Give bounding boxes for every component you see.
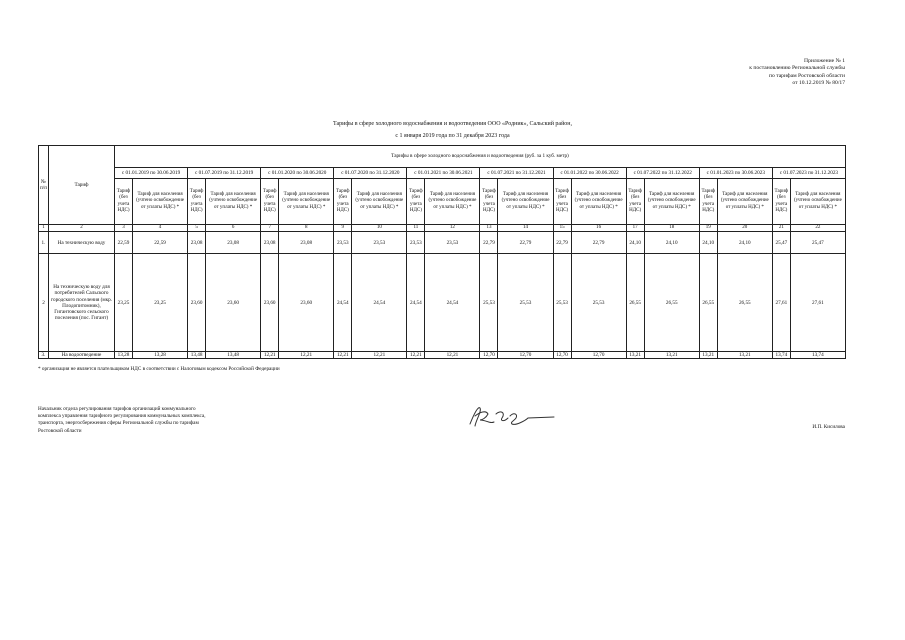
tariff-value: 13,48 [188, 352, 206, 359]
tariff-value: 24,10 [717, 232, 772, 254]
signer-line: Начальник отдела регулирования тарифов организаций коммунального [38, 406, 196, 412]
column-number: 5 [188, 225, 206, 232]
column-number: 21 [772, 225, 790, 232]
period-header: с 01.07.2023 по 31.12.2023 [772, 168, 845, 179]
tariff-value: 12,21 [334, 352, 352, 359]
tariff-value: 23,25 [133, 254, 188, 352]
tariff-value: 26,55 [644, 254, 699, 352]
tariff-value: 13,74 [772, 352, 790, 359]
period-header: с 01.07.2019 по 31.12.2019 [188, 168, 261, 179]
column-number: 4 [133, 225, 188, 232]
column-number: 15 [553, 225, 571, 232]
document-title [0, 118, 905, 142]
sub-header-tariff: Тариф (без учета НДС) [553, 179, 571, 225]
footnote: * организация не является плательщиком НДС в соответствии с Налоговым кодексом Российской Федерации [38, 366, 280, 372]
row-tariff-name: На техническую воду [49, 232, 115, 254]
title-line-1: Тарифы в сфере холодного водоснабжения и водоотведения ООО «Родник», Сальский район, [333, 121, 572, 127]
column-number: 16 [571, 225, 626, 232]
tariff-value: 13,48 [206, 352, 261, 359]
tariff-value: 26,55 [717, 254, 772, 352]
tariff-value: 24,54 [334, 254, 352, 352]
tariff-value: 12,21 [352, 352, 407, 359]
period-header: с 01.01.2023 по 30.06.2023 [699, 168, 772, 179]
tariff-value: 13,74 [790, 352, 845, 359]
tariff-value: 23,53 [352, 232, 407, 254]
appendix-line: от 10.12.2019 № 80/17 [792, 80, 845, 87]
signer-line: транспорта, энергосбережения сферы Региональной службы по тарифам [38, 420, 199, 427]
column-number: 11 [407, 225, 425, 232]
row-tariff-name: На техническую воду для потребителей Сальского городского поселения (мкр. Плодопитомник), Гигантовского сельского поселения (пос. Гигант) [49, 254, 115, 352]
tariff-value: 25,53 [480, 254, 498, 352]
tariff-value: 24,10 [644, 232, 699, 254]
header-row-group [39, 146, 846, 168]
tariff-value: 23,53 [425, 232, 480, 254]
column-number: 10 [352, 225, 407, 232]
period-header: с 01.01.2021 по 30.06.2021 [407, 168, 480, 179]
sub-header-population: Тариф для населения (учтено освобождение от уплаты НДС) * [790, 179, 845, 225]
column-number: 3 [115, 225, 133, 232]
sub-header-tariff: Тариф (без учета НДС) [699, 179, 717, 225]
tariff-value: 12,21 [407, 352, 425, 359]
column-number: 2 [49, 225, 115, 232]
tariff-value: 23,60 [188, 254, 206, 352]
period-header: с 01.07.2020 по 31.12.2020 [334, 168, 407, 179]
tariff-value: 27,61 [790, 254, 845, 352]
sub-header-tariff: Тариф (без учета НДС) [334, 179, 352, 225]
header-row-sub [39, 179, 846, 225]
tariff-value: 12,21 [425, 352, 480, 359]
tariff-value: 23,08 [279, 232, 334, 254]
tariff-value: 12,21 [279, 352, 334, 359]
sub-header-tariff: Тариф (без учета НДС) [626, 179, 644, 225]
tariff-value: 13,21 [644, 352, 699, 359]
signer-line: комплекса управления тарифного регулирования коммунальных комплекса, [38, 413, 206, 420]
sub-header-population: Тариф для населения (учтено освобождение от уплаты НДС) * [133, 179, 188, 225]
period-header: с 01.07.2021 по 31.12.2021 [480, 168, 553, 179]
handwritten-signature [466, 402, 556, 430]
tariff-value: 23,08 [188, 232, 206, 254]
sub-header-tariff: Тариф (без учета НДС) [407, 179, 425, 225]
column-number: 22 [790, 225, 845, 232]
appendix-line: Приложение № 1 [804, 58, 845, 64]
tariff-value: 12,70 [480, 352, 498, 359]
tariff-value: 25,47 [772, 232, 790, 254]
tariff-value: 24,10 [626, 232, 644, 254]
header-row-periods [39, 168, 846, 179]
column-number: 14 [498, 225, 553, 232]
tariff-value: 12,70 [498, 352, 553, 359]
sub-header-population: Тариф для населения (учтено освобождение от уплаты НДС) * [717, 179, 772, 225]
column-number: 9 [334, 225, 352, 232]
tariff-value: 23,60 [206, 254, 261, 352]
tariff-value: 13,21 [717, 352, 772, 359]
column-number: 12 [425, 225, 480, 232]
tariff-value: 26,55 [626, 254, 644, 352]
column-number: 1 [39, 225, 49, 232]
column-number: 18 [644, 225, 699, 232]
appendix-line: к постановлению Региональной службы [749, 65, 845, 72]
column-number: 8 [279, 225, 334, 232]
table-row [39, 352, 846, 359]
sub-header-population: Тариф для населения (учтено освобождение от уплаты НДС) * [571, 179, 626, 225]
sub-header-population: Тариф для населения (учтено освобождение от уплаты НДС) * [352, 179, 407, 225]
group-header: Тарифы в сфере холодного водоснабжения и водоотведения (руб. за 1 куб. метр) [115, 146, 846, 168]
tariff-value: 23,08 [261, 232, 279, 254]
column-number: 7 [261, 225, 279, 232]
appendix-block [645, 58, 845, 88]
tariff-value: 23,53 [407, 232, 425, 254]
tariff-value: 22,59 [133, 232, 188, 254]
tariff-value: 27,61 [772, 254, 790, 352]
table-row [39, 254, 846, 352]
signer-line: Ростовской области [38, 427, 82, 434]
tariff-value: 23,08 [206, 232, 261, 254]
tariff-value: 25,47 [790, 232, 845, 254]
tariff-value: 12,70 [553, 352, 571, 359]
tariff-value: 23,53 [334, 232, 352, 254]
column-number: 17 [626, 225, 644, 232]
period-header: с 01.07.2022 по 31.12.2022 [626, 168, 699, 179]
row-number: 3. [39, 352, 49, 359]
period-header: с 01.01.2022 по 30.06.2022 [553, 168, 626, 179]
tariff-value: 22,79 [553, 232, 571, 254]
row-number: 2 [39, 254, 49, 352]
tariff-value: 24,10 [699, 232, 717, 254]
signer-name: И.П. Кисилова [812, 424, 845, 430]
tariff-value: 12,70 [571, 352, 626, 359]
title-line-2: с 1 января 2019 года по 31 декабря 2023 года [395, 133, 510, 139]
sub-header-tariff: Тариф (без учета НДС) [188, 179, 206, 225]
column-number: 13 [480, 225, 498, 232]
tariff-value: 25,53 [553, 254, 571, 352]
col-header-tariff: Тариф [49, 146, 115, 225]
row-tariff-name: На водоотведение [49, 352, 115, 359]
column-number-row [39, 225, 846, 232]
tariff-value: 13,28 [133, 352, 188, 359]
tariff-value: 24,54 [352, 254, 407, 352]
tariff-value: 24,54 [425, 254, 480, 352]
tariff-value: 22,79 [480, 232, 498, 254]
row-number: 1. [39, 232, 49, 254]
tariff-value: 22,79 [571, 232, 626, 254]
tariff-value: 23,25 [115, 254, 133, 352]
sub-header-population: Тариф для населения (учтено освобождение от уплаты НДС) * [206, 179, 261, 225]
sub-header-population: Тариф для населения (учтено освобождение от уплаты НДС) * [279, 179, 334, 225]
tariff-value: 24,54 [407, 254, 425, 352]
tariff-value: 22,79 [498, 232, 553, 254]
tariff-value: 12,21 [261, 352, 279, 359]
period-header: с 01.01.2019 по 30.06.2019 [115, 168, 188, 179]
sub-header-tariff: Тариф (без учета НДС) [261, 179, 279, 225]
column-number: 20 [717, 225, 772, 232]
signer-position [38, 406, 288, 435]
column-number: 6 [206, 225, 261, 232]
appendix-line: по тарифам Ростовской области [769, 72, 845, 79]
tariff-value: 23,60 [279, 254, 334, 352]
column-number: 19 [699, 225, 717, 232]
tariff-value: 22,59 [115, 232, 133, 254]
sub-header-population: Тариф для населения (учтено освобождение от уплаты НДС) * [644, 179, 699, 225]
sub-header-tariff: Тариф (без учета НДС) [115, 179, 133, 225]
tariff-value: 26,55 [699, 254, 717, 352]
sub-header-tariff: Тариф (без учета НДС) [772, 179, 790, 225]
sub-header-tariff: Тариф (без учета НДС) [480, 179, 498, 225]
tariff-value: 13,21 [699, 352, 717, 359]
tariff-table [38, 145, 846, 359]
sub-header-population: Тариф для населения (учтено освобождение от уплаты НДС) * [498, 179, 553, 225]
sub-header-population: Тариф для населения (учтено освобождение от уплаты НДС) * [425, 179, 480, 225]
tariff-value: 25,53 [571, 254, 626, 352]
col-header-num: № п/п [39, 146, 49, 225]
tariff-value: 13,28 [115, 352, 133, 359]
tariff-value: 13,21 [626, 352, 644, 359]
table-row [39, 232, 846, 254]
tariff-value: 25,53 [498, 254, 553, 352]
period-header: с 01.01.2020 по 30.06.2020 [261, 168, 334, 179]
tariff-value: 23,60 [261, 254, 279, 352]
